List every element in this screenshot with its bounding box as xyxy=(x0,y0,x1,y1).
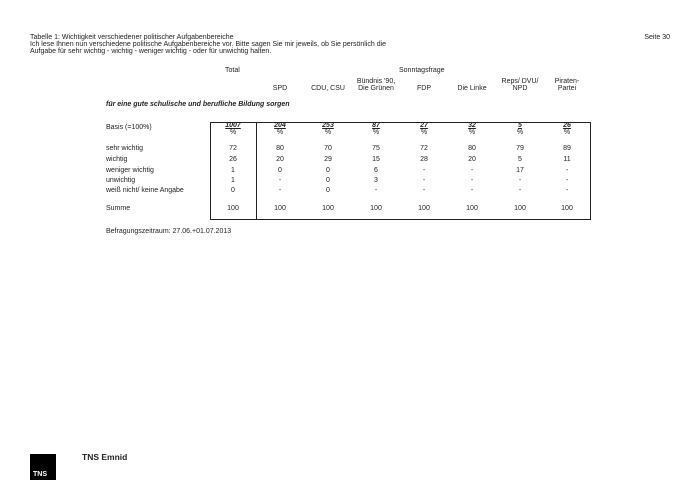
table-cell: 0 xyxy=(326,167,330,174)
table-cell: - xyxy=(422,187,426,194)
table-cell: 79 xyxy=(516,145,524,152)
table-cell: - xyxy=(518,177,522,184)
party-header-line1: Reps/ DVU/ xyxy=(501,78,539,85)
row-label: weniger wichtig xyxy=(106,167,154,174)
table-cell: - xyxy=(422,177,426,184)
percent-sign: % xyxy=(468,129,476,136)
table-cell: 26 xyxy=(229,156,237,163)
survey-period: Befragungszeitraum: 27.06.+01.07.2013 xyxy=(106,228,232,235)
basis-value: 32 xyxy=(468,122,476,129)
party-header xyxy=(304,85,352,92)
row-label: unwichtig xyxy=(106,177,136,184)
party-header-line2: FDP xyxy=(417,85,431,92)
sum-cell: 100 xyxy=(466,205,478,212)
percent-sign: % xyxy=(516,129,524,136)
party-header-line2: CDU, CSU xyxy=(311,85,345,92)
percent-sign: % xyxy=(563,129,571,136)
table-cell: 1 xyxy=(231,177,235,184)
table-cell: 1 xyxy=(231,167,235,174)
table-cell: - xyxy=(470,177,474,184)
basis-value: 26 xyxy=(563,122,571,129)
table-cell: 20 xyxy=(276,156,284,163)
table-cell: - xyxy=(374,187,378,194)
sum-label: Summe xyxy=(106,205,131,212)
table-cell: - xyxy=(518,187,522,194)
party-header xyxy=(543,78,591,92)
table-cell: 80 xyxy=(468,145,476,152)
percent-sign: % xyxy=(372,129,380,136)
percent-sign: % xyxy=(229,129,237,136)
table-cell: 6 xyxy=(374,167,378,174)
row-label: sehr wichtig xyxy=(106,145,143,152)
table-cell: 72 xyxy=(420,145,428,152)
table-cell: 29 xyxy=(324,156,332,163)
party-header-line2: Die Linke xyxy=(457,85,487,92)
table-cell: 3 xyxy=(374,177,378,184)
table-cell: - xyxy=(565,177,569,184)
table-cell: 0 xyxy=(278,167,282,174)
party-header-line1: Piraten- xyxy=(554,78,580,85)
table-cell: - xyxy=(565,167,569,174)
party-header-line2: Partei xyxy=(557,85,577,92)
table-cell: - xyxy=(422,167,426,174)
table-cell: 0 xyxy=(326,177,330,184)
table-title: Tabelle 1: Wichtigkeit verschiedener politischer Aufgabenbereiche xyxy=(30,34,234,41)
col-group-sonntagsfrage: Sonntagsfrage xyxy=(399,67,445,74)
basis-value: 5 xyxy=(518,122,522,129)
table-cell: 80 xyxy=(276,145,284,152)
table-cell: 89 xyxy=(563,145,571,152)
party-header xyxy=(448,85,496,92)
party-header xyxy=(352,78,400,92)
party-header xyxy=(400,85,448,92)
table-cell: - xyxy=(565,187,569,194)
sum-cell: 100 xyxy=(274,205,286,212)
table-cell: - xyxy=(470,167,474,174)
basis-label: Basis (=100%) xyxy=(106,124,152,131)
brand-name: TNS Emnid xyxy=(82,452,128,462)
percent-sign: % xyxy=(420,129,428,136)
sum-cell: 100 xyxy=(561,205,573,212)
table-cell: 70 xyxy=(324,145,332,152)
basis-value: 27 xyxy=(420,122,428,129)
logo-text: TNS xyxy=(33,471,47,478)
party-header-line2: NPD xyxy=(512,85,528,92)
row-label: weiß nicht/ keine Angabe xyxy=(106,187,184,194)
party-header-line1: Bündnis '90, xyxy=(356,78,396,85)
percent-sign: % xyxy=(276,129,284,136)
party-header-line2: Die Grünen xyxy=(358,85,394,92)
basis-value: 253 xyxy=(322,122,334,129)
table-cell: 5 xyxy=(518,156,522,163)
basis-value: 1007 xyxy=(225,122,241,129)
party-header xyxy=(256,85,304,92)
col-total: Total xyxy=(225,67,240,74)
table-cell: - xyxy=(470,187,474,194)
table-header xyxy=(30,34,386,55)
sum-cell: 100 xyxy=(514,205,526,212)
table-cell: 0 xyxy=(231,187,235,194)
sum-cell: 100 xyxy=(418,205,430,212)
row-label: wichtig xyxy=(106,156,128,163)
tns-logo xyxy=(30,454,56,480)
sum-cell: 100 xyxy=(227,205,239,212)
sum-cell: 100 xyxy=(370,205,382,212)
table-cell: - xyxy=(278,187,282,194)
question-text-2: Aufgabe für sehr wichtig - wichtig - weniger wichtig - oder für unwichtig halten. xyxy=(30,48,272,55)
party-header xyxy=(496,78,544,92)
party-header-line2: SPD xyxy=(272,85,288,92)
table-cell: 15 xyxy=(372,156,380,163)
table-cell: - xyxy=(278,177,282,184)
table-cell: 28 xyxy=(420,156,428,163)
table-cell: 17 xyxy=(516,167,524,174)
question-text-1: Ich lese Ihnen nun verschiedene politische Aufgabenbereiche vor. Bitte sagen Sie mir jeweils, ob Sie persönlich die xyxy=(30,41,387,48)
sum-cell: 100 xyxy=(322,205,334,212)
table-cell: 11 xyxy=(563,156,571,163)
table-cell: 20 xyxy=(468,156,476,163)
table-cell: 0 xyxy=(326,187,330,194)
table-cell: 72 xyxy=(229,145,237,152)
percent-sign: % xyxy=(324,129,332,136)
section-title: für eine gute schulische und berufliche Bildung sorgen xyxy=(106,101,290,108)
basis-value: 204 xyxy=(274,122,286,129)
basis-value: 87 xyxy=(372,122,380,129)
page-number: Seite 30 xyxy=(644,34,670,41)
table-cell: 75 xyxy=(372,145,380,152)
